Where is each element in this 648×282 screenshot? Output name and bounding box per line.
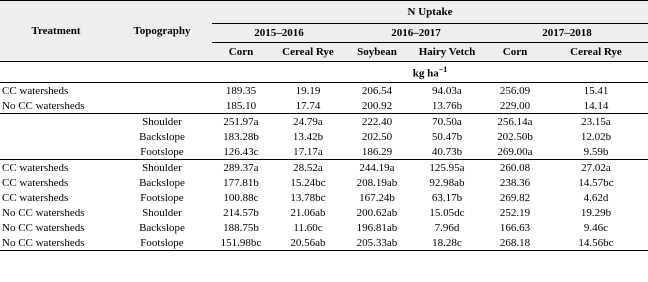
value-cell: 15.05dc bbox=[429, 206, 465, 219]
crop-header-corn-2017: Corn bbox=[486, 43, 544, 62]
treatment-cell: CC watersheds bbox=[2, 84, 69, 97]
crop-header-corn-2015: Corn bbox=[212, 43, 270, 62]
value-cell: 222.40 bbox=[361, 115, 393, 128]
value-cell: 19.19 bbox=[295, 84, 321, 97]
year-header-2016-2017: 2016–2017 bbox=[346, 24, 486, 43]
n-uptake-header: N Uptake bbox=[212, 1, 648, 24]
value-cell: 229.00 bbox=[499, 99, 531, 112]
value-cell: 167.24b bbox=[359, 191, 395, 204]
units-main: kg ha bbox=[412, 67, 439, 80]
topography-cell: Backslope bbox=[139, 130, 185, 143]
topography-header: Topography bbox=[112, 1, 212, 62]
value-cell: 206.54 bbox=[361, 84, 393, 97]
value-cell: 269.00a bbox=[497, 145, 533, 158]
treatment-cell: CC watersheds bbox=[2, 161, 69, 174]
value-cell: 15.41 bbox=[583, 84, 609, 97]
value-cell: 100.88c bbox=[223, 191, 259, 204]
crop-header-cereal-rye-2017: Cereal Rye bbox=[544, 43, 648, 62]
value-cell: 19.29b bbox=[580, 206, 612, 219]
value-cell: 4.62d bbox=[583, 191, 609, 204]
treatment-cell: No CC watersheds bbox=[2, 99, 85, 112]
value-cell: 14.56bc bbox=[578, 236, 614, 249]
section-topography bbox=[0, 114, 648, 160]
crop-header-cereal-rye-2015: Cereal Rye bbox=[270, 43, 346, 62]
topography-cell: Shoulder bbox=[142, 161, 182, 174]
value-cell: 125.95a bbox=[429, 161, 465, 174]
value-cell: 214.57b bbox=[223, 206, 259, 219]
value-cell: 186.29 bbox=[361, 145, 393, 158]
value-cell: 12.02b bbox=[580, 130, 612, 143]
value-cell: 40.73b bbox=[431, 145, 463, 158]
value-cell: 202.50 bbox=[361, 130, 393, 143]
value-cell: 256.14a bbox=[497, 115, 533, 128]
value-cell: 28.52a bbox=[293, 161, 323, 174]
value-cell: 13.42b bbox=[292, 130, 324, 143]
table-header bbox=[0, 1, 648, 83]
value-cell: 208.19ab bbox=[356, 176, 398, 189]
value-cell: 205.33ab bbox=[356, 236, 398, 249]
crop-header-soybean-2016: Soybean bbox=[346, 43, 408, 62]
value-cell: 202.50b bbox=[497, 130, 533, 143]
value-cell: 21.06ab bbox=[290, 206, 326, 219]
value-cell: 50.47b bbox=[431, 130, 463, 143]
crop-header-hairy-vetch-2016: Hairy Vetch bbox=[408, 43, 486, 62]
table-row bbox=[0, 144, 648, 160]
topography-cell: Shoulder bbox=[142, 115, 182, 128]
value-cell: 14.57bc bbox=[578, 176, 614, 189]
table-row bbox=[0, 160, 648, 176]
value-cell: 94.03a bbox=[432, 84, 462, 97]
units-exponent: −1 bbox=[438, 64, 448, 74]
value-cell: 9.59b bbox=[583, 145, 609, 158]
treatment-cell bbox=[0, 114, 112, 130]
value-cell: 252.19 bbox=[499, 206, 531, 219]
value-cell: 260.08 bbox=[499, 161, 531, 174]
treatment-cell bbox=[0, 144, 112, 160]
table-row bbox=[0, 205, 648, 220]
value-cell: 27.02a bbox=[581, 161, 611, 174]
table-row bbox=[0, 175, 648, 190]
value-cell: 23.15a bbox=[581, 115, 611, 128]
value-cell: 268.18 bbox=[499, 236, 531, 249]
value-cell: 177.81b bbox=[223, 176, 259, 189]
topography-cell: Footslope bbox=[140, 236, 184, 249]
value-cell: 188.75b bbox=[223, 221, 259, 234]
value-cell: 92.98ab bbox=[429, 176, 465, 189]
value-cell: 63.17b bbox=[431, 191, 463, 204]
value-cell: 18.28c bbox=[432, 236, 462, 249]
topography-cell: Backslope bbox=[139, 221, 185, 234]
value-cell: 13.78bc bbox=[290, 191, 326, 204]
table-row bbox=[0, 83, 648, 99]
topography-cell: Footslope bbox=[140, 145, 184, 158]
topography-cell: Footslope bbox=[140, 191, 184, 204]
value-cell: 189.35 bbox=[225, 84, 257, 97]
value-cell: 251.97a bbox=[223, 115, 259, 128]
treatment-cell: No CC watersheds bbox=[2, 206, 85, 219]
topography-cell bbox=[112, 83, 212, 99]
value-cell: 9.46c bbox=[583, 221, 609, 234]
treatment-cell: CC watersheds bbox=[2, 176, 69, 189]
value-cell: 11.60c bbox=[293, 221, 323, 234]
value-cell: 289.37a bbox=[223, 161, 259, 174]
section-watershed bbox=[0, 83, 648, 114]
value-cell: 269.82 bbox=[499, 191, 531, 204]
value-cell: 244.19a bbox=[359, 161, 395, 174]
value-cell: 17.17a bbox=[293, 145, 323, 158]
table-row bbox=[0, 220, 648, 235]
value-cell: 13.76b bbox=[431, 99, 463, 112]
table-row bbox=[0, 190, 648, 205]
value-cell: 7.96d bbox=[434, 221, 460, 234]
value-cell: 17.74 bbox=[295, 99, 321, 112]
table-row bbox=[0, 129, 648, 144]
value-cell: 238.36 bbox=[499, 176, 531, 189]
value-cell: 200.62ab bbox=[356, 206, 398, 219]
table-row bbox=[0, 235, 648, 251]
value-cell: 185.10 bbox=[225, 99, 257, 112]
value-cell: 20.56ab bbox=[290, 236, 326, 249]
units-label bbox=[212, 62, 648, 83]
value-cell: 151.98bc bbox=[220, 236, 262, 249]
value-cell: 24.79a bbox=[293, 115, 323, 128]
value-cell: 166.63 bbox=[499, 221, 531, 234]
treatment-cell bbox=[0, 129, 112, 144]
value-cell: 126.43c bbox=[223, 145, 259, 158]
year-header-2017-2018: 2017–2018 bbox=[486, 24, 648, 43]
value-cell: 183.28b bbox=[223, 130, 259, 143]
topography-cell: Backslope bbox=[139, 176, 185, 189]
treatment-header: Treatment bbox=[0, 1, 112, 62]
treatment-cell: CC watersheds bbox=[2, 191, 69, 204]
year-header-2015-2016: 2015–2016 bbox=[212, 24, 346, 43]
treatment-cell: No CC watersheds bbox=[2, 221, 85, 234]
topography-cell bbox=[112, 98, 212, 114]
value-cell: 14.14 bbox=[583, 99, 609, 112]
value-cell: 256.09 bbox=[499, 84, 531, 97]
value-cell: 196.81ab bbox=[356, 221, 398, 234]
section-interaction bbox=[0, 160, 648, 251]
table-row bbox=[0, 114, 648, 130]
table-row bbox=[0, 98, 648, 114]
value-cell: 70.50a bbox=[432, 115, 462, 128]
treatment-cell: No CC watersheds bbox=[2, 236, 85, 249]
topography-cell: Shoulder bbox=[142, 206, 182, 219]
value-cell: 15.24bc bbox=[290, 176, 326, 189]
value-cell: 200.92 bbox=[361, 99, 393, 112]
